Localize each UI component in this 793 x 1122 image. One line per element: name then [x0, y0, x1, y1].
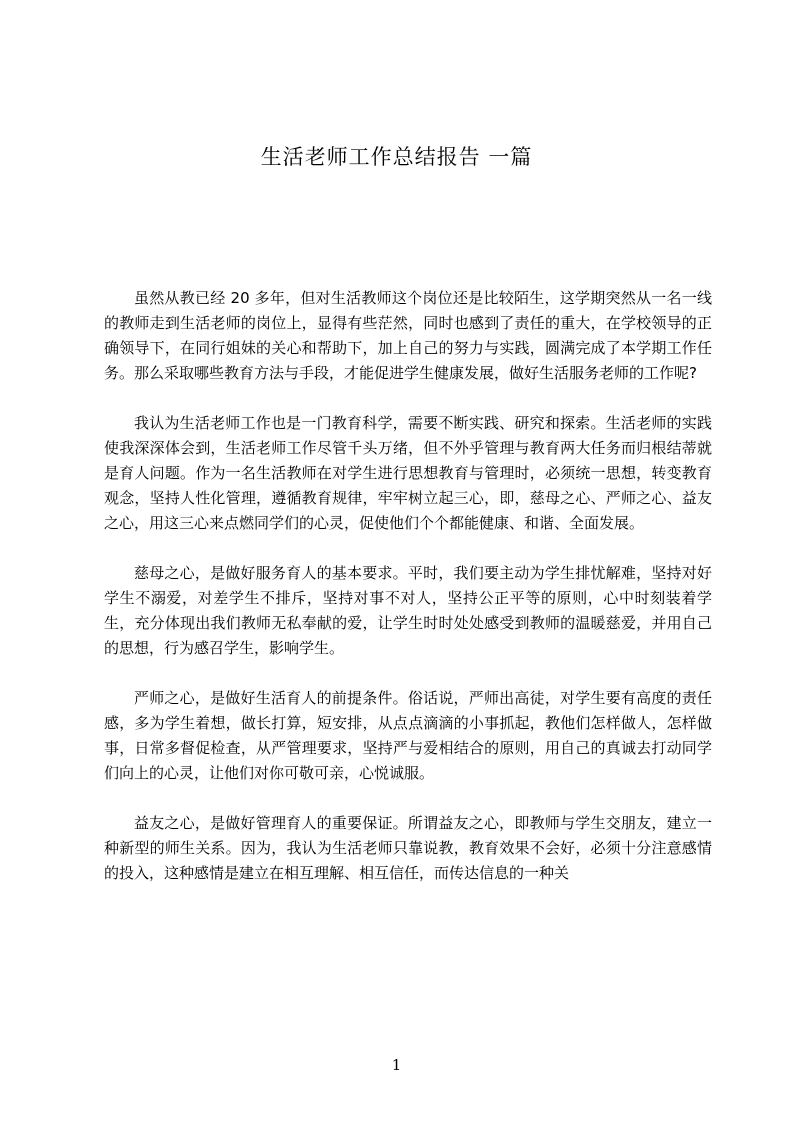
paragraph-friend-heart: 益友之心，是做好管理育人的重要保证。所谓益友之心，即教师与学生交朋友，建立一种新型的师生关系。因为，我认为生活老师只靠说教，教育效果不会好，必须十分注意感情的投入，这种感情是建立在相互理解、相互信任，而传达信息的一种关 [104, 814, 712, 882]
page-number: 1 [391, 1056, 402, 1074]
paragraph-three-hearts: 我认为生活老师工作也是一门教育科学，需要不断实践、研究和探索。生活老师的实践使我深深体会到，生活老师工作尽管千头万绪，但不外乎管理与教育两大任务而归根结蒂就是育人问题。作为一名生活教师在对学生进行思想教育与管理时，必须统一思想，转变教育观念，坚持人性化管理，遵循教育规律，牢牢树立起三心，即，慈母之心、严师之心、益友之心，用这三心来点燃同学们的心灵，促使他们个个都能健康、和谐、全面发展。 [104, 414, 712, 532]
paragraph-intro: 虽然从教已经 20 多年，但对生活教师这个岗位还是比较陌生，这学期突然从一名一线的教师走到生活老师的岗位上，显得有些茫然，同时也感到了责任的重大，在学校领导的正确领导下，在同行姐妹的关心和帮助下，加上自己的努力与实践，圆满完成了本学期工作任务。那么采取哪些教育方法与手段，才能促进学生健康发展，做好生活服务老师的工作呢? [104, 289, 712, 382]
document-title: 生活老师工作总结报告 一篇 [260, 145, 533, 169]
paragraph-strict-teacher-heart: 严师之心，是做好生活育人的前提条件。俗话说，严师出高徒，对学生要有高度的责任感，多为学生着想，做长打算，短安排，从点点滴滴的小事抓起，教他们怎样做人，怎样做事，日常多督促检查，从严管理要求，坚持严与爱相结合的原则，用自己的真诚去打动同学们向上的心灵，让他们对你可敬可亲，心悦诚服。 [104, 689, 712, 782]
document-body [104, 286, 712, 911]
paragraph-motherly-heart: 慈母之心，是做好服务育人的基本要求。平时，我们要主动为学生排忧解难，坚持对好学生不溺爱，对差学生不排斥，坚持对事不对人，坚持公正平等的原则，心中时刻装着学生，充分体现出我们教师无私奉献的爱，让学生时时处处感受到教师的温暖慈爱，并用自己的思想，行为感召学生，影响学生。 [104, 564, 712, 657]
